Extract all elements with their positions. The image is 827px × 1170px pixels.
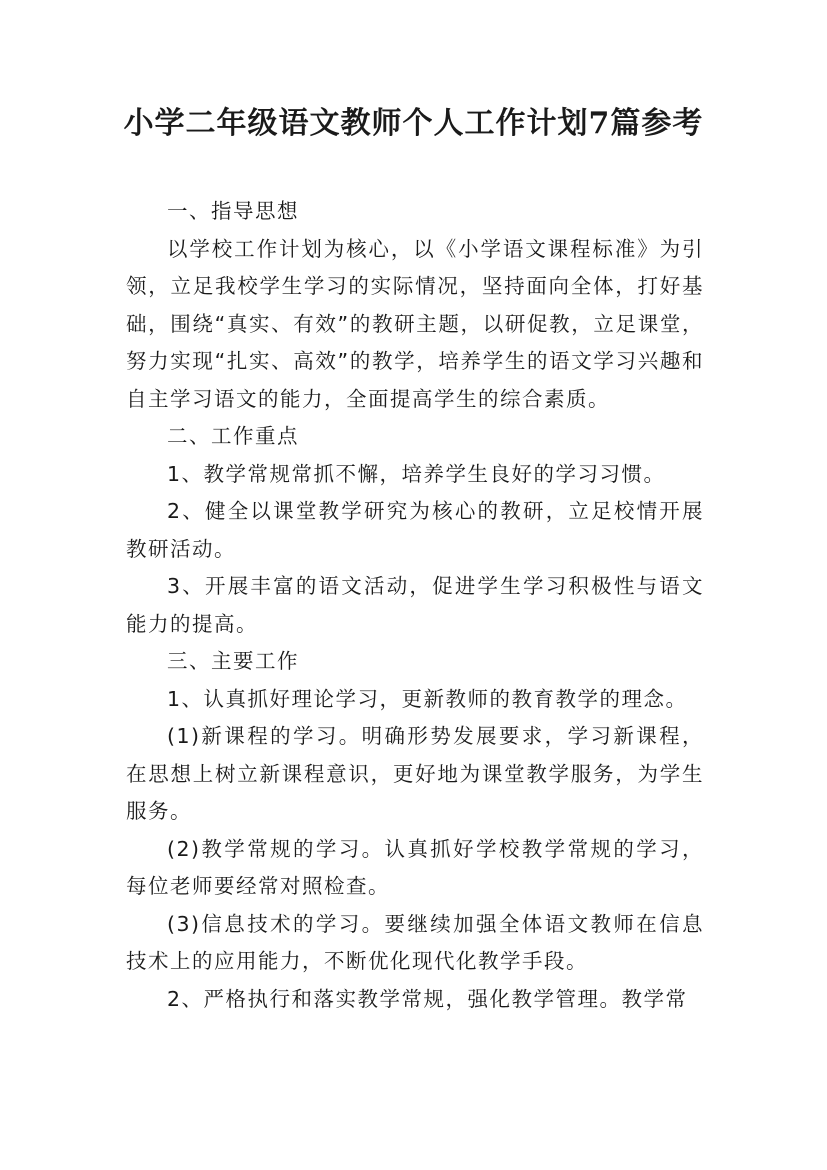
section-heading-main-work: 三、主要工作 [167, 649, 299, 673]
paragraph-main-work-1: 1、认真抓好理论学习，更新教师的教育教学的理念。 [167, 686, 688, 711]
paragraph-main-work-1-sub-3: (3)信息技术的学习。要继续加强全体语文教师在信息技术上的应用能力，不断优化现代化教学手段。 [126, 911, 704, 973]
paragraph-focus-1: 1、教学常规常抓不懈，培养学生良好的学习习惯。 [167, 461, 666, 486]
paragraph-guiding-ideology: 以学校工作计划为核心，以《小学语文课程标准》为引领，立足我校学生学习的实际情况，坚持面向全体，打好基础，围绕“真实、有效”的教研主题，以研促教，立足课堂，努力实现“扎实、高效”的教学，培养学生的语文学习兴趣和自主学习语文的能力，全面提高学生的综合素质。 [126, 236, 704, 411]
section-heading-work-focus: 二、工作重点 [167, 424, 299, 448]
paragraph-main-work-2: 2、严格执行和落实教学常规，强化教学管理。教学常 [167, 986, 688, 1011]
paragraph-focus-2: 2、健全以课堂教学研究为核心的教研，立足校情开展教研活动。 [126, 499, 704, 561]
paragraph-main-work-1-sub-1: (1)新课程的学习。明确形势发展要求，学习新课程，在思想上树立新课程意识，更好地为课堂教学服务，为学生服务。 [126, 724, 704, 823]
paragraph-focus-3: 3、开展丰富的语文活动，促进学生学习积极性与语文能力的提高。 [126, 574, 704, 636]
paragraph-main-work-1-sub-2: (2)教学常规的学习。认真抓好学校教学常规的学习，每位老师要经常对照检查。 [126, 836, 704, 898]
document-body [126, 193, 704, 1018]
document-title: 小学二年级语文教师个人工作计划7篇参考 [123, 106, 704, 141]
section-heading-guiding-ideology: 一、指导思想 [167, 199, 299, 223]
